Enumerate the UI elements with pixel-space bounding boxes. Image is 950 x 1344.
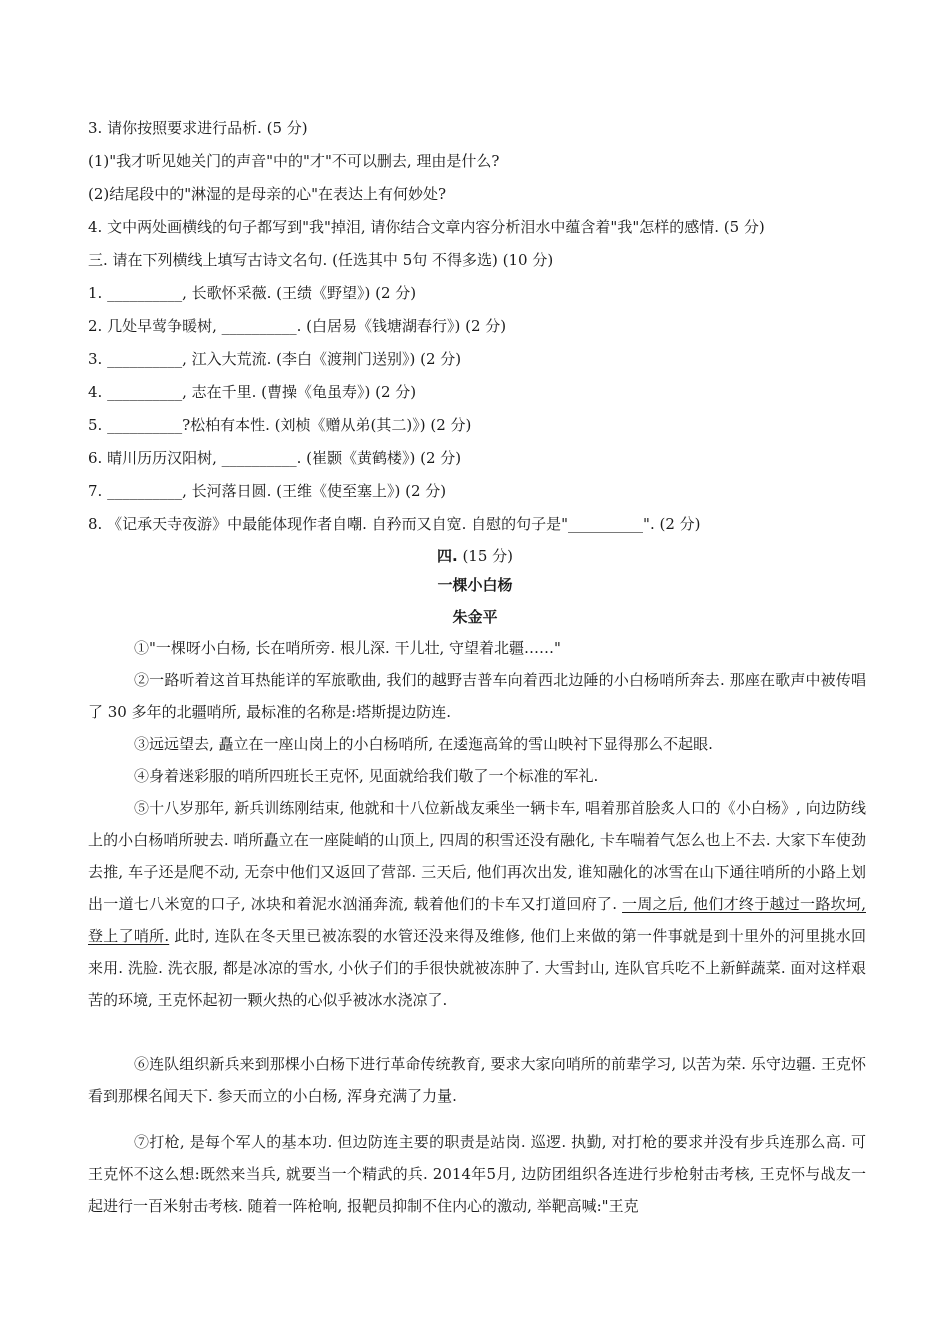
paragraph-6: ⑥连队组织新兵来到那棵小白杨下进行革命传统教育, 要求大家向哨所的前辈学习, 以苦为荣. 乐守边疆. 王克怀看到那棵名闻天下. 参天而立的小白杨, 浑身充满了力量. [88,1055,866,1105]
section-3-heading: 三. 请在下列横线上填写古诗文名句. (任选其中 5句 不得多选) (10 分) [88,251,554,269]
paragraph-3: ③远远望去, 矗立在一座山岗上的小白杨哨所, 在逶迤高耸的雪山映衬下显得那么不起眼. [134,735,713,753]
poem-item-8: 8. 《记承天寺夜游》中最能体现作者自嘲. 自矜而又自宽. 自慰的句子是"__________". (2 分) [88,515,701,533]
poem-item-1: 1. __________, 长歌怀采薇. (王绩《野望》) (2 分) [88,284,417,302]
section-4-number: 四. [436,547,458,565]
paragraph-4: ④身着迷彩服的哨所四班长王克怀, 见面就给我们敬了一个标准的军礼. [134,767,599,785]
question-4: 4. 文中两处画横线的句子都写到"我"掉泪, 请你结合文章内容分析泪水中蕴含着"我"怎样的感情. (5 分) [88,218,765,236]
poem-item-7: 7. __________, 长河落日圆. (王维《使至塞上》) (2 分) [88,482,447,500]
question-3-2: (2)结尾段中的"淋湿的是母亲的心"在表达上有何妙处? [88,185,447,203]
poem-item-3: 3. __________, 江入大荒流. (李白《渡荆门送别》) (2 分) [88,350,462,368]
article-title: 一棵小白杨 [437,576,513,594]
underlined-sentence: 一周之后, 他们才终于越过一路坎坷, 登上了哨所. [88,895,866,945]
paragraph-1: ①"一棵呀小白杨, 长在哨所旁. 根儿深. 干儿壮, 守望着北疆……" [134,639,561,657]
paragraph-5-part-2: 此时, 连队在冬天里已被冻裂的水管还没来得及维修, 他们上来做的第一件事就是到十里外的河里挑水回来用. 洗脸. 洗衣服, 都是冰凉的雪水, 小伙子们的手很快就被冻肿了. 大雪封山, 连队官兵吃不上新鲜蔬菜. 面对这样艰苦的环境, 王克怀起初一颗火热的心似乎被冰水浇凉了. [88,927,866,1009]
poem-item-2: 2. 几处早莺争暖树, __________. (白居易《钱塘湖春行》) (2 分) [88,317,507,335]
section-4-score: (15 分) [457,547,514,565]
poem-item-4: 4. __________, 志在千里. (曹操《龟虽寿》) (2 分) [88,383,417,401]
paragraph-7: ⑦打枪, 是每个军人的基本功. 但边防连主要的职责是站岗. 巡逻. 执勤, 对打枪的要求并没有步兵连那么高. 可王克怀不这么想:既然来当兵, 就要当一个精武的兵. 2014年5月, 边防团组织各连进行步枪射击考核, 王克怀与战友一起进行一百米射击考核. 随着一阵枪响, 报靶员抑制不住内心的激动, 举靶高喊:"王克 [88,1133,866,1215]
question-3: 3. 请你按照要求进行品析. (5 分) [88,119,308,137]
section-4-heading [0,545,950,567]
poem-item-5: 5. __________?松柏有本性. (刘桢《赠从弟(其二)》) (2 分) [88,416,472,434]
poem-item-6: 6. 晴川历历汉阳树, __________. (崔颢《黄鹤楼》) (2 分) [88,449,462,467]
question-3-1: (1)"我才听见她关门的声音"中的"才"不可以删去, 理由是什么? [88,152,500,170]
article-author: 朱金平 [452,608,498,626]
paragraph-5-part-1: ⑤十八岁那年, 新兵训练刚结束, 他就和十八位新战友乘坐一辆卡车, 唱着那首脍炙人口的《小白杨》, 向边防线上的小白杨哨所驶去. 哨所矗立在一座陡峭的山顶上, 四周的积雪还没有融化, 卡车喘着气怎么也上不去. 大家下车使劲去推, 车子还是爬不动, 无奈中他们又返回了营部. 三天后, 他们再次出发, 谁知融化的冰雪在山下通往哨所的小路上划出一道七八米宽的口子, 冰块和着泥水汹涌奔流, 载着他们的卡车又打道回府了. [88,799,866,913]
paragraph-2: ②一路听着这首耳热能详的军旅歌曲, 我们的越野吉普车向着西北边陲的小白杨哨所奔去. 那座在歌声中被传唱了 30 多年的北疆哨所, 最标准的名称是:塔斯提边防连. [88,671,866,721]
paragraph-5 [88,792,866,1016]
